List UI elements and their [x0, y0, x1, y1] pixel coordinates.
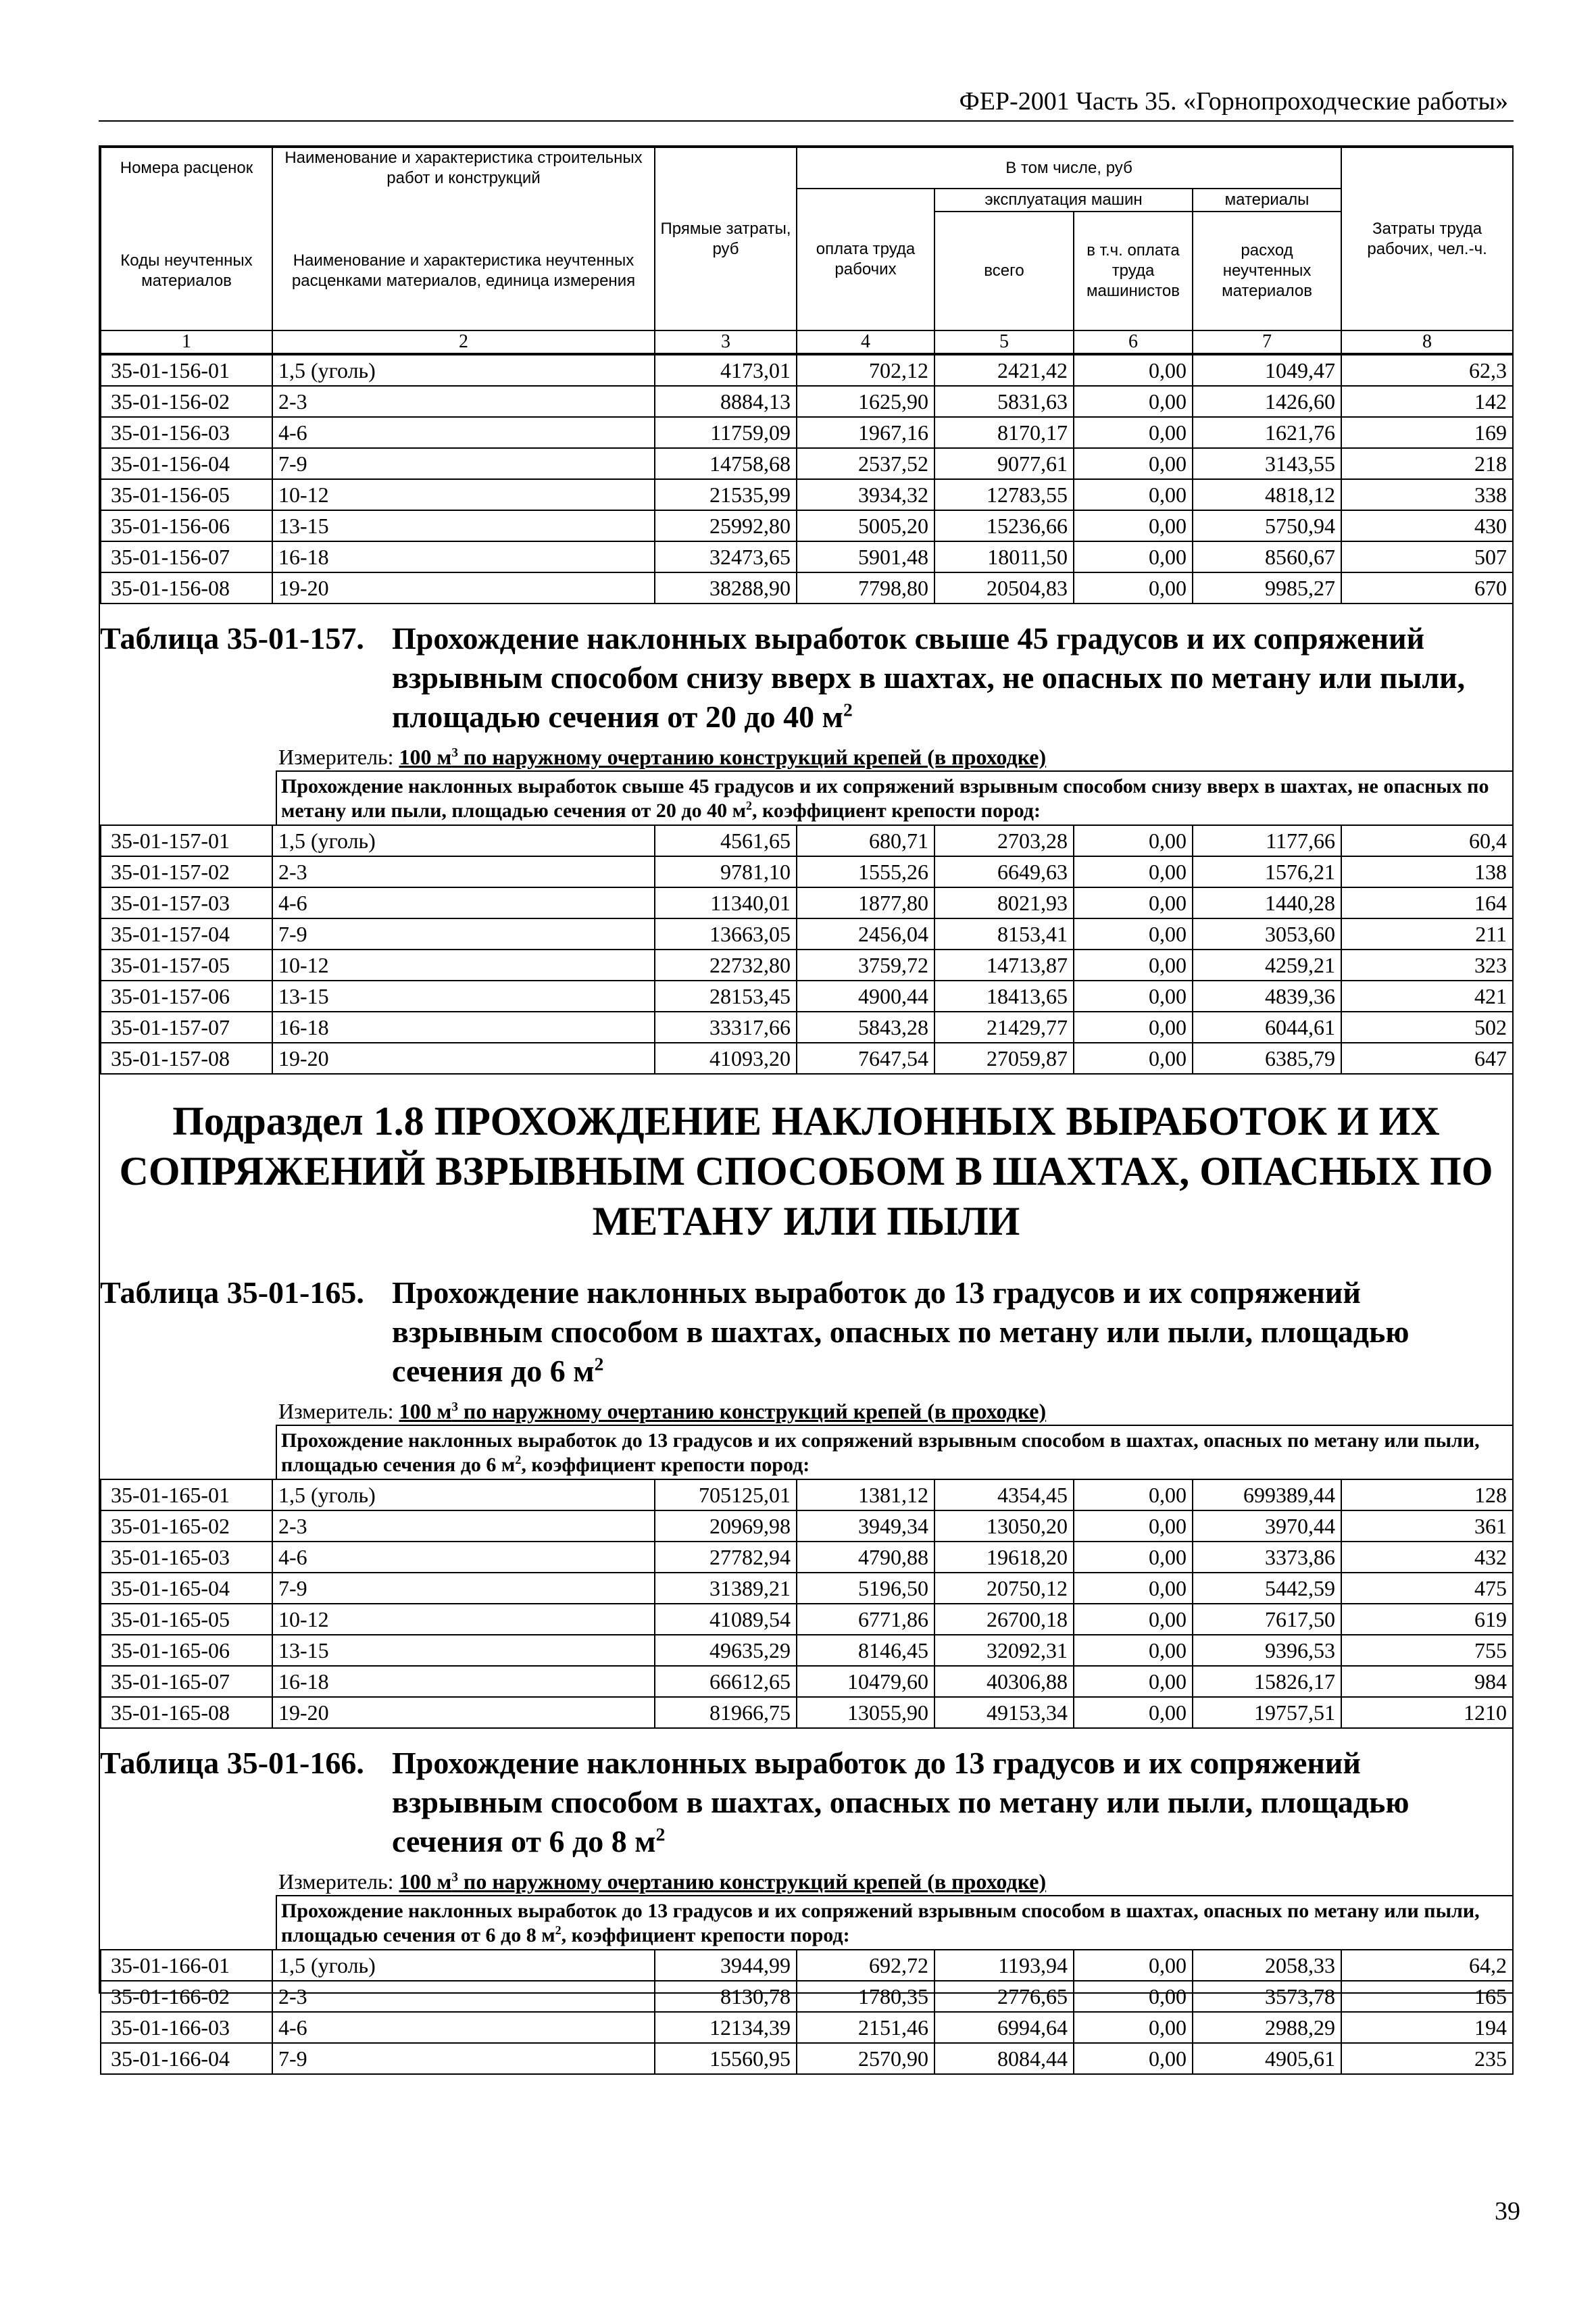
- table-cell: 0,00: [1074, 887, 1193, 918]
- rate-code: 35-01-156-08: [101, 572, 272, 604]
- table-cell: 4561,65: [655, 825, 797, 856]
- table-cell: 81966,75: [655, 1697, 797, 1728]
- table-35-01-156: [100, 354, 1514, 604]
- table-cell: 692,72: [797, 1950, 934, 1981]
- table-cell: 1381,12: [797, 1479, 934, 1510]
- table-row: [101, 918, 1513, 950]
- rate-description: 13-15: [272, 981, 655, 1012]
- table-cell: 14713,87: [934, 950, 1074, 981]
- table-cell: 9077,61: [934, 448, 1074, 479]
- rate-code: 35-01-166-02: [101, 1981, 272, 2012]
- table-cell: 128: [1341, 1479, 1513, 1510]
- table-cell: 2703,28: [934, 825, 1074, 856]
- table-cell: 218: [1341, 448, 1513, 479]
- table-165-title: Таблица 35-01-165. Прохождение наклонных выработок до 13 градусов и их сопряжений взрывным способом в шахтах, опасных по метану или пыли, площадью сечения до 6 $м^2$: [100, 1273, 1512, 1391]
- rate-code: 35-01-156-01: [101, 355, 272, 386]
- table-cell: 2776,65: [934, 1981, 1074, 2012]
- table-cell: 6994,64: [934, 2012, 1074, 2043]
- rate-description: 1,5 (уголь): [272, 355, 655, 386]
- table-cell: 5750,94: [1193, 510, 1341, 541]
- table-cell: 31389,21: [655, 1573, 797, 1604]
- rate-description: 19-20: [272, 1043, 655, 1074]
- table-row: [101, 448, 1513, 479]
- table-165-description: Прохождение наклонных выработок до 13 градусов и их сопряжений взрывным способом в шахтах, опасных по метану или пыли, площадью сечения до 6 $м^2$, коэффициент крепости пород:: [276, 1425, 1512, 1479]
- table-cell: 8146,45: [797, 1635, 934, 1666]
- section-title: Подраздел 1.8 ПРОХОЖДЕНИЕ НАКЛОННЫХ ВЫРАБОТОК И ИХ СОПРЯЖЕНИЙ ВЗРЫВНЫМ СПОСОБОМ В ШАХТАХ, ОПАСНЫХ ПО МЕТАНУ ИЛИ ПЫЛИ: [99, 1075, 1514, 1273]
- table-cell: 21535,99: [655, 479, 797, 510]
- hdr-col8: Затраты труда рабочих, чел.-ч.: [1341, 147, 1513, 330]
- table-166-description: Прохождение наклонных выработок до 13 градусов и их сопряжений взрывным способом в шахтах, опасных по метану или пыли, площадью сечения от 6 до 8 $м^2$, коэффициент крепости пород:: [276, 1895, 1512, 1949]
- table-cell: 4790,88: [797, 1542, 934, 1573]
- rate-description: 1,5 (уголь): [272, 825, 655, 856]
- table-row: [101, 2043, 1513, 2074]
- table-cell: 40306,88: [934, 1666, 1074, 1697]
- hdr-col2-bottom: Наименование и характеристика неучтенных расценками материалов, единица измерения: [272, 212, 655, 330]
- hdr-col2-top: Наименование и характеристика строительных работ и конструкций: [272, 147, 655, 189]
- table-cell: 4354,45: [934, 1479, 1074, 1510]
- table-cell: 22732,80: [655, 950, 797, 981]
- table-cell: 18413,65: [934, 981, 1074, 1012]
- table-cell: 27059,87: [934, 1043, 1074, 1074]
- table-row: [101, 856, 1513, 887]
- table-cell: 15236,66: [934, 510, 1074, 541]
- table-row: [101, 355, 1513, 386]
- table-cell: 41089,54: [655, 1604, 797, 1635]
- hdr-col3: Прямые затраты, руб: [655, 147, 797, 330]
- table-165-label: Таблица 35-01-165.: [100, 1275, 364, 1310]
- table-cell: 9985,27: [1193, 572, 1341, 604]
- table-cell: 8170,17: [934, 417, 1074, 448]
- table-cell: 3053,60: [1193, 918, 1341, 950]
- rate-code: 35-01-166-03: [101, 2012, 272, 2043]
- column-number: 5: [934, 330, 1074, 353]
- table-165-meter: Измеритель: 100 $м^3$ по наружному очертанию конструкций крепей (в проходке): [278, 1399, 1047, 1423]
- table-row: [101, 1573, 1513, 1604]
- running-header-text: ФЕР-2001 Часть 35. «Горнопроходческие работы»: [959, 87, 1508, 116]
- table-cell: 4905,61: [1193, 2043, 1341, 2074]
- table-cell: 9781,10: [655, 856, 797, 887]
- table-cell: 20504,83: [934, 572, 1074, 604]
- hdr-incl: В том числе, руб: [797, 147, 1341, 189]
- table-cell: 619: [1341, 1604, 1513, 1635]
- table-cell: 2537,52: [797, 448, 934, 479]
- table-cell: 5005,20: [797, 510, 934, 541]
- table-cell: 1877,80: [797, 887, 934, 918]
- table-157-description: Прохождение наклонных выработок свыше 45 градусов и их сопряжений взрывным способом снизу вверх в шахтах, не опасных по метану или пыли, площадью сечения от 20 до 40 $м^2$, коэффициент крепости пород:: [276, 770, 1512, 824]
- table-row: [101, 2012, 1513, 2043]
- table-row: [101, 1479, 1513, 1510]
- table-cell: 8153,41: [934, 918, 1074, 950]
- table-cell: 13050,20: [934, 1510, 1074, 1542]
- table-cell: 9396,53: [1193, 1635, 1341, 1666]
- table-cell: 8021,93: [934, 887, 1074, 918]
- table-cell: 164: [1341, 887, 1513, 918]
- table-cell: 235: [1341, 2043, 1513, 2074]
- rate-description: 19-20: [272, 1697, 655, 1728]
- table-row: [101, 417, 1513, 448]
- table-cell: 705125,01: [655, 1479, 797, 1510]
- table-cell: 0,00: [1074, 572, 1193, 604]
- table-cell: 12134,39: [655, 2012, 797, 2043]
- table-cell: 1555,26: [797, 856, 934, 887]
- table-row: [101, 950, 1513, 981]
- table-row: [101, 1012, 1513, 1043]
- table-cell: 38288,90: [655, 572, 797, 604]
- table-cell: 0,00: [1074, 510, 1193, 541]
- table-cell: 8130,78: [655, 1981, 797, 2012]
- table-cell: 507: [1341, 541, 1513, 572]
- table-cell: 3373,86: [1193, 1542, 1341, 1573]
- table-cell: 1780,35: [797, 1981, 934, 2012]
- table-row: [101, 1950, 1513, 1981]
- table-cell: 1210: [1341, 1697, 1513, 1728]
- table-cell: 0,00: [1074, 1950, 1193, 1981]
- rate-description: 7-9: [272, 1573, 655, 1604]
- table-cell: 18011,50: [934, 541, 1074, 572]
- rate-description: 7-9: [272, 2043, 655, 2074]
- table-cell: 0,00: [1074, 2043, 1193, 2074]
- table-cell: 0,00: [1074, 1573, 1193, 1604]
- table-cell: 0,00: [1074, 541, 1193, 572]
- table-row: [101, 479, 1513, 510]
- table-cell: 4839,36: [1193, 981, 1341, 1012]
- table-cell: 0,00: [1074, 981, 1193, 1012]
- table-cell: 11759,09: [655, 417, 797, 448]
- table-cell: 32473,65: [655, 541, 797, 572]
- table-cell: 6771,86: [797, 1604, 934, 1635]
- table-cell: 211: [1341, 918, 1513, 950]
- rate-description: 2-3: [272, 1510, 655, 1542]
- table-cell: 421: [1341, 981, 1513, 1012]
- table-row: [101, 887, 1513, 918]
- table-cell: 4259,21: [1193, 950, 1341, 981]
- table-cell: 0,00: [1074, 448, 1193, 479]
- table-cell: 0,00: [1074, 825, 1193, 856]
- rate-code: 35-01-156-04: [101, 448, 272, 479]
- rate-code: 35-01-156-07: [101, 541, 272, 572]
- table-cell: 6044,61: [1193, 1012, 1341, 1043]
- table-cell: 3759,72: [797, 950, 934, 981]
- table-cell: 680,71: [797, 825, 934, 856]
- rate-code: 35-01-166-04: [101, 2043, 272, 2074]
- table-cell: 0,00: [1074, 2012, 1193, 2043]
- table-166-title: Таблица 35-01-166. Прохождение наклонных выработок до 13 градусов и их сопряжений взрывным способом в шахтах, опасных по метану или пыли, площадью сечения от 6 до 8 $м^2$: [100, 1729, 1512, 1861]
- table-cell: 10479,60: [797, 1666, 934, 1697]
- table-cell: 27782,94: [655, 1542, 797, 1573]
- table-cell: 2058,33: [1193, 1950, 1341, 1981]
- table-cell: 670: [1341, 572, 1513, 604]
- table-cell: 6649,63: [934, 856, 1074, 887]
- table-cell: 0,00: [1074, 386, 1193, 417]
- rate-code: 35-01-165-07: [101, 1666, 272, 1697]
- rate-code: 35-01-156-02: [101, 386, 272, 417]
- table-row: [101, 510, 1513, 541]
- table-row: [101, 1697, 1513, 1728]
- rate-description: 10-12: [272, 479, 655, 510]
- table-cell: 60,4: [1341, 825, 1513, 856]
- table-cell: 0,00: [1074, 856, 1193, 887]
- table-cell: 0,00: [1074, 1043, 1193, 1074]
- table-cell: 984: [1341, 1666, 1513, 1697]
- rate-code: 35-01-157-04: [101, 918, 272, 950]
- table-row: [101, 1981, 1513, 2012]
- hdr-machines: эксплуатация машин: [934, 189, 1193, 212]
- table-cell: 323: [1341, 950, 1513, 981]
- table-cell: 5196,50: [797, 1573, 934, 1604]
- table-157-meter: Измеритель: 100 $м^3$ по наружному очертанию конструкций крепей (в проходке): [278, 745, 1047, 769]
- rate-description: 4-6: [272, 417, 655, 448]
- table-cell: 4900,44: [797, 981, 934, 1012]
- rate-description: 16-18: [272, 1012, 655, 1043]
- table-cell: 1625,90: [797, 386, 934, 417]
- column-number: 4: [797, 330, 934, 353]
- rate-code: 35-01-165-02: [101, 1510, 272, 1542]
- rate-code: 35-01-157-03: [101, 887, 272, 918]
- table-cell: 13663,05: [655, 918, 797, 950]
- table-cell: 2421,42: [934, 355, 1074, 386]
- table-cell: 142: [1341, 386, 1513, 417]
- table-header: [100, 147, 1514, 354]
- table-cell: 5442,59: [1193, 1573, 1341, 1604]
- rate-description: 13-15: [272, 1635, 655, 1666]
- rate-code: 35-01-156-03: [101, 417, 272, 448]
- table-cell: 2570,90: [797, 2043, 934, 2074]
- table-157-caption: [99, 604, 1514, 824]
- table-cell: 338: [1341, 479, 1513, 510]
- rate-description: 1,5 (уголь): [272, 1479, 655, 1510]
- rate-code: 35-01-156-06: [101, 510, 272, 541]
- rate-code: 35-01-156-05: [101, 479, 272, 510]
- table-cell: 0,00: [1074, 417, 1193, 448]
- table-cell: 62,3: [1341, 355, 1513, 386]
- table-cell: 430: [1341, 510, 1513, 541]
- table-cell: 0,00: [1074, 1635, 1193, 1666]
- table-cell: 28153,45: [655, 981, 797, 1012]
- table-cell: 5901,48: [797, 541, 934, 572]
- table-cell: 15560,95: [655, 2043, 797, 2074]
- table-cell: 7798,80: [797, 572, 934, 604]
- table-cell: 19757,51: [1193, 1697, 1341, 1728]
- rate-code: 35-01-157-01: [101, 825, 272, 856]
- rate-code: 35-01-157-07: [101, 1012, 272, 1043]
- table-cell: 0,00: [1074, 355, 1193, 386]
- page-number: 39: [1495, 2197, 1520, 2225]
- column-number: 2: [272, 330, 655, 353]
- table-157-title: Таблица 35-01-157. Прохождение наклонных выработок свыше 45 градусов и их сопряжений взрывным способом снизу вверх в шахтах, не опасных по метану или пыли, площадью сечения от 20 до 40 $м^2$: [100, 604, 1512, 737]
- hdr-materials: материалы: [1193, 189, 1341, 212]
- hdr-col1-bottom: Коды неучтенных материалов: [101, 212, 272, 330]
- table-cell: 5843,28: [797, 1012, 934, 1043]
- table-cell: 8084,44: [934, 2043, 1074, 2074]
- rate-description: 4-6: [272, 2012, 655, 2043]
- rate-description: 16-18: [272, 541, 655, 572]
- table-cell: 20969,98: [655, 1510, 797, 1542]
- table-cell: 0,00: [1074, 1479, 1193, 1510]
- table-cell: 138: [1341, 856, 1513, 887]
- rate-code: 35-01-166-01: [101, 1950, 272, 1981]
- table-cell: 0,00: [1074, 1510, 1193, 1542]
- table-cell: 66612,65: [655, 1666, 797, 1697]
- table-165-caption: [99, 1273, 1514, 1479]
- table-cell: 3970,44: [1193, 1510, 1341, 1542]
- hdr-col6: в т.ч. оплата труда машинистов: [1074, 212, 1193, 330]
- table-166-caption: [99, 1729, 1514, 1949]
- table-cell: 11340,01: [655, 887, 797, 918]
- table-cell: 2151,46: [797, 2012, 934, 2043]
- rate-code: 35-01-157-02: [101, 856, 272, 887]
- table-cell: 0,00: [1074, 1542, 1193, 1573]
- table-cell: 475: [1341, 1573, 1513, 1604]
- hdr-col7: расход неучтенных материалов: [1193, 212, 1341, 330]
- table-cell: 502: [1341, 1012, 1513, 1043]
- table-row: [101, 1043, 1513, 1074]
- table-cell: 432: [1341, 1542, 1513, 1573]
- rate-description: 16-18: [272, 1666, 655, 1697]
- table-cell: 26700,18: [934, 1604, 1074, 1635]
- table-cell: 49153,34: [934, 1697, 1074, 1728]
- rate-code: 35-01-165-05: [101, 1604, 272, 1635]
- column-number: 3: [655, 330, 797, 353]
- table-row: [101, 1604, 1513, 1635]
- table-cell: 1440,28: [1193, 887, 1341, 918]
- table-row: [101, 1666, 1513, 1697]
- table-cell: 2456,04: [797, 918, 934, 950]
- table-cell: 15826,17: [1193, 1666, 1341, 1697]
- hdr-col5: всего: [934, 212, 1074, 330]
- rate-code: 35-01-165-01: [101, 1479, 272, 1510]
- rate-code: 35-01-165-03: [101, 1542, 272, 1573]
- table-cell: 13055,90: [797, 1697, 934, 1728]
- table-cell: 64,2: [1341, 1950, 1513, 1981]
- table-35-01-157: [100, 824, 1514, 1075]
- rate-description: 1,5 (уголь): [272, 1950, 655, 1981]
- table-cell: 0,00: [1074, 1666, 1193, 1697]
- table-cell: 8884,13: [655, 386, 797, 417]
- table-cell: 6385,79: [1193, 1043, 1341, 1074]
- table-cell: 3944,99: [655, 1950, 797, 1981]
- table-166-meter: Измеритель: 100 $м^3$ по наружному очертанию конструкций крепей (в проходке): [278, 1869, 1047, 1894]
- rate-code: 35-01-165-04: [101, 1573, 272, 1604]
- table-row: [101, 1510, 1513, 1542]
- table-cell: 4173,01: [655, 355, 797, 386]
- table-35-01-165: [100, 1479, 1514, 1729]
- table-cell: 1193,94: [934, 1950, 1074, 1981]
- table-cell: 647: [1341, 1043, 1513, 1074]
- table-cell: 5831,63: [934, 386, 1074, 417]
- table-cell: 702,12: [797, 355, 934, 386]
- table-cell: 0,00: [1074, 950, 1193, 981]
- table-cell: 1049,47: [1193, 355, 1341, 386]
- table-cell: 33317,66: [655, 1012, 797, 1043]
- rate-description: 10-12: [272, 1604, 655, 1635]
- table-cell: 1967,16: [797, 417, 934, 448]
- table-cell: 12783,55: [934, 479, 1074, 510]
- rate-description: 4-6: [272, 887, 655, 918]
- table-157-label: Таблица 35-01-157.: [100, 621, 364, 656]
- table-row: [101, 572, 1513, 604]
- rate-code: 35-01-157-08: [101, 1043, 272, 1074]
- rate-description: 10-12: [272, 950, 655, 981]
- table-row: [101, 1635, 1513, 1666]
- table-cell: 21429,77: [934, 1012, 1074, 1043]
- column-number: 1: [101, 330, 272, 353]
- table-cell: 165: [1341, 1981, 1513, 2012]
- table-cell: 0,00: [1074, 918, 1193, 950]
- table-row: [101, 981, 1513, 1012]
- table-35-01-166: [100, 1949, 1514, 2075]
- rate-description: 2-3: [272, 1981, 655, 2012]
- table-cell: 20750,12: [934, 1573, 1074, 1604]
- rate-description: 13-15: [272, 510, 655, 541]
- table-cell: 0,00: [1074, 1604, 1193, 1635]
- rate-code: 35-01-165-08: [101, 1697, 272, 1728]
- rate-description: 2-3: [272, 856, 655, 887]
- table-cell: 1177,66: [1193, 825, 1341, 856]
- rate-code: 35-01-157-05: [101, 950, 272, 981]
- column-number: 7: [1193, 330, 1341, 353]
- table-cell: 1426,60: [1193, 386, 1341, 417]
- table-cell: 0,00: [1074, 1981, 1193, 2012]
- rate-code: 35-01-165-06: [101, 1635, 272, 1666]
- column-number: 6: [1074, 330, 1193, 353]
- table-cell: 4818,12: [1193, 479, 1341, 510]
- table-cell: 3949,34: [797, 1510, 934, 1542]
- running-header: [99, 87, 1514, 122]
- table-cell: 0,00: [1074, 1012, 1193, 1043]
- table-cell: 7647,54: [797, 1043, 934, 1074]
- table-cell: 7617,50: [1193, 1604, 1341, 1635]
- table-row: [101, 825, 1513, 856]
- hdr-col1-top: Номера расценок: [101, 147, 272, 189]
- table-cell: 361: [1341, 1510, 1513, 1542]
- table-cell: 755: [1341, 1635, 1513, 1666]
- table-166-label: Таблица 35-01-166.: [100, 1746, 364, 1780]
- table-cell: 194: [1341, 2012, 1513, 2043]
- table-cell: 3934,32: [797, 479, 934, 510]
- table-cell: 3143,55: [1193, 448, 1341, 479]
- table-cell: 41093,20: [655, 1043, 797, 1074]
- rate-code: 35-01-157-06: [101, 981, 272, 1012]
- table-cell: 169: [1341, 417, 1513, 448]
- table-cell: 49635,29: [655, 1635, 797, 1666]
- table-cell: 0,00: [1074, 479, 1193, 510]
- rate-description: 7-9: [272, 918, 655, 950]
- table-cell: 32092,31: [934, 1635, 1074, 1666]
- table-cell: 14758,68: [655, 448, 797, 479]
- table-cell: 25992,80: [655, 510, 797, 541]
- table-row: [101, 1542, 1513, 1573]
- rate-description: 19-20: [272, 572, 655, 604]
- table-cell: 0,00: [1074, 1697, 1193, 1728]
- rate-description: 2-3: [272, 386, 655, 417]
- content-frame: [99, 145, 1514, 2071]
- table-cell: 2988,29: [1193, 2012, 1341, 2043]
- table-cell: 699389,44: [1193, 1479, 1341, 1510]
- table-cell: 19618,20: [934, 1542, 1074, 1573]
- table-row: [101, 541, 1513, 572]
- column-number: 8: [1341, 330, 1513, 353]
- table-cell: 1621,76: [1193, 417, 1341, 448]
- rate-description: 4-6: [272, 1542, 655, 1573]
- table-cell: 1576,21: [1193, 856, 1341, 887]
- table-row: [101, 386, 1513, 417]
- table-cell: 8560,67: [1193, 541, 1341, 572]
- table-cell: 3573,78: [1193, 1981, 1341, 2012]
- rate-description: 7-9: [272, 448, 655, 479]
- hdr-col4: оплата труда рабочих: [797, 189, 934, 330]
